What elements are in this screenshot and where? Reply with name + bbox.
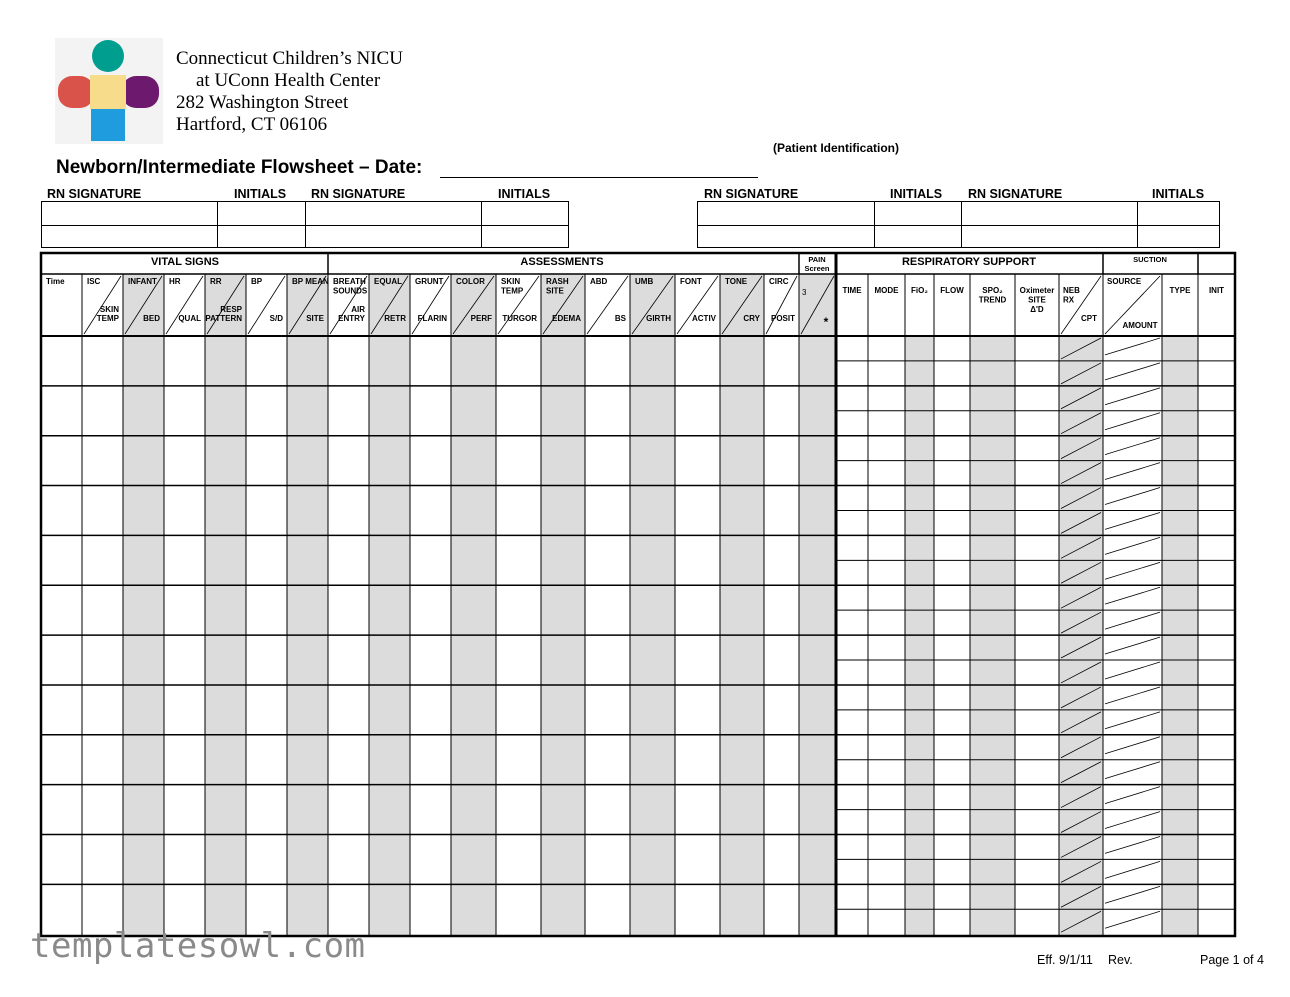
header-text: FLOW — [940, 286, 964, 295]
shaded-column — [451, 274, 496, 936]
header-text: QUAL — [178, 314, 201, 323]
header-text: FONT — [680, 277, 702, 286]
header-text: SKIN — [99, 305, 119, 314]
shaded-column — [205, 274, 246, 936]
header-diagonal — [1061, 276, 1101, 334]
cell-diagonal — [1105, 363, 1160, 380]
initials-label-2: INITIALS — [498, 187, 551, 201]
header-text: UMB — [635, 277, 654, 286]
shaded-column — [630, 274, 675, 936]
shaded-column — [905, 336, 934, 936]
rn-signature-label-1: RN SIGNATURE — [47, 187, 142, 201]
header-text: 3 — [802, 288, 807, 297]
cell-diagonal — [1105, 537, 1160, 554]
initials-label-4: INITIALS — [1152, 187, 1205, 201]
respiratory-support-header: RESPIRATORY SUPPORT — [901, 256, 1037, 268]
shaded-column — [541, 274, 585, 936]
header-text: PERF — [470, 314, 492, 323]
footer-page-number: Page 1 of 4 — [1200, 953, 1264, 967]
header-text: RX — [1063, 295, 1075, 305]
header-text: RETR — [384, 314, 406, 323]
form-title: Newborn/Intermediate Flowsheet – Date: — [56, 157, 423, 178]
vital-signs-header: VITAL SIGNS — [150, 256, 220, 268]
header-text: SKIN — [501, 277, 521, 286]
org-line-4: Hartford, CT 06106 — [176, 114, 328, 135]
cell-diagonal — [1105, 637, 1160, 654]
header-text: Time — [46, 277, 65, 286]
header-text: BP — [251, 277, 263, 286]
header-text: RESP — [220, 305, 242, 314]
org-line-1: Connecticut Children’s NICU — [176, 48, 403, 69]
footer-effective-date: Eff. 9/1/11 — [1037, 953, 1093, 967]
header-text: SOURCE — [1107, 277, 1142, 286]
shaded-column — [799, 274, 836, 936]
header-text: RR — [210, 277, 222, 286]
cell-diagonal — [1105, 512, 1160, 529]
header-text: Δ'D — [1030, 305, 1044, 314]
cell-diagonal — [1105, 438, 1160, 455]
header-text: TEMP — [96, 314, 119, 323]
header-text: MODE — [874, 286, 899, 295]
cell-diagonal — [1105, 488, 1160, 505]
header-text: ISC — [87, 277, 101, 286]
header-text: * — [823, 315, 829, 329]
org-line-3: 282 Washington Street — [176, 92, 349, 113]
header-text: FLARIN — [417, 314, 447, 323]
initials-label-3: INITIALS — [890, 187, 943, 201]
header-text: ACTIV — [692, 314, 716, 323]
cell-diagonal — [1105, 687, 1160, 704]
header-text: BREATH — [333, 277, 366, 286]
header-text: ABD — [590, 277, 608, 286]
shaded-column — [720, 274, 764, 936]
shaded-column — [1162, 336, 1198, 936]
cell-diagonal — [1105, 712, 1160, 729]
assessments-header: ASSESSMENTS — [520, 256, 604, 268]
header-text: POSIT — [770, 314, 795, 323]
header-text: CPT — [1081, 314, 1097, 323]
header-text: SPO₂ — [982, 286, 1003, 295]
header-text: RASH — [546, 277, 569, 286]
header-text: SITE — [546, 286, 564, 296]
shaded-column — [369, 274, 410, 936]
cell-diagonal — [1105, 787, 1160, 804]
rn-signature-label-4: RN SIGNATURE — [968, 187, 1063, 201]
header-text: TURGOR — [502, 314, 537, 323]
cell-diagonal — [1105, 861, 1160, 878]
cell-diagonal — [1105, 886, 1160, 903]
initials-label-1: INITIALS — [234, 187, 287, 201]
header-text: INFANT — [128, 277, 157, 286]
header-text: GRUNT — [415, 277, 444, 286]
rn-signature-label-2: RN SIGNATURE — [311, 187, 406, 201]
shaded-column — [1059, 336, 1103, 936]
cell-diagonal — [1105, 662, 1160, 679]
footer-revision: Rev. — [1108, 953, 1133, 967]
suction-header: SUCTION — [1133, 255, 1167, 264]
org-line-2: at UConn Health Center — [196, 70, 381, 91]
shaded-column — [970, 336, 1015, 936]
pain-screen-header: Screen — [804, 264, 830, 273]
header-text: PATTERN — [205, 314, 242, 323]
pain-screen-header: PAIN — [808, 255, 826, 264]
rn-signature-label-3: RN SIGNATURE — [704, 187, 799, 201]
cell-diagonal — [1105, 737, 1160, 754]
cell-diagonal — [1105, 338, 1160, 355]
header-text: CIRC — [769, 277, 789, 286]
header-text: SOUNDS — [333, 286, 368, 296]
header-text: SITE — [1028, 295, 1046, 305]
shaded-column — [287, 274, 328, 936]
watermark: templatesowl.com — [30, 926, 366, 966]
header-text: CRY — [743, 314, 760, 323]
header-text: TONE — [725, 277, 748, 286]
header-text: TYPE — [1169, 286, 1191, 295]
header-text: TEMP — [501, 286, 524, 296]
header-text: S/D — [269, 314, 283, 323]
header-text: HR — [169, 277, 181, 286]
header-text: BP MEAN — [292, 277, 329, 286]
cell-diagonal — [1105, 762, 1160, 779]
header-text: GIRTH — [646, 314, 671, 323]
header-text: INIT — [1208, 286, 1225, 295]
cell-diagonal — [1105, 562, 1160, 579]
header-text: TREND — [978, 295, 1007, 305]
cell-diagonal — [1105, 587, 1160, 604]
header-text: EDEMA — [552, 314, 581, 323]
header-text: TIME — [842, 286, 862, 295]
header-text: EQUAL — [374, 277, 402, 286]
header-text: AMOUNT — [1122, 321, 1158, 330]
cell-diagonal — [1105, 911, 1160, 928]
cell-diagonal — [1105, 388, 1160, 405]
header-text: AIR — [351, 305, 365, 314]
header-text: Oximeter — [1019, 286, 1055, 295]
cell-diagonal — [1105, 837, 1160, 854]
header-text: COLOR — [456, 277, 485, 286]
header-text: ENTRY — [338, 314, 365, 323]
cell-diagonal — [1105, 413, 1160, 430]
cell-diagonal — [1105, 812, 1160, 829]
cell-diagonal — [1105, 612, 1160, 629]
header-text: NEB — [1063, 286, 1080, 295]
patient-identification-label: (Patient Identification) — [773, 141, 899, 155]
header-text: BED — [143, 314, 160, 323]
header-text: FiO₂ — [911, 286, 928, 295]
cell-diagonal — [1105, 463, 1160, 480]
shaded-column — [123, 274, 164, 936]
header-text: BS — [614, 314, 626, 323]
header-text: SITE — [306, 314, 324, 323]
